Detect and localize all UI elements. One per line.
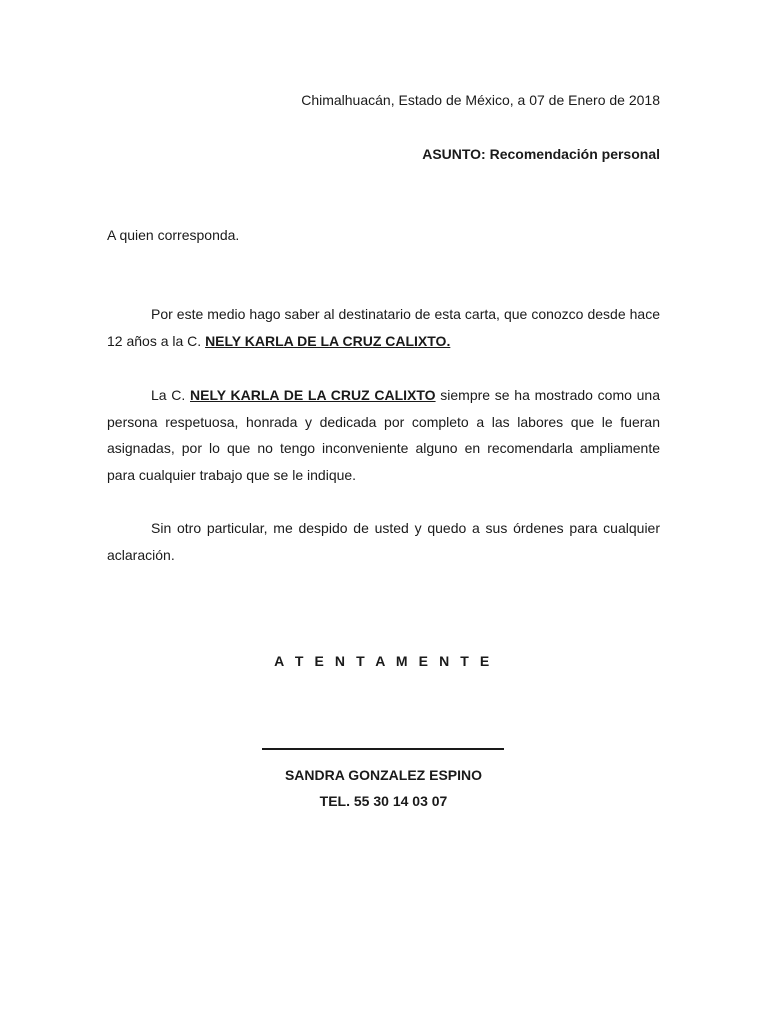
paragraph-intro: [107, 301, 660, 354]
paragraph-intro-text: Por este medio hago saber al destinatario de esta carta, que conozco desde hace 12 años a la C.: [107, 306, 660, 349]
signer-phone: TEL. 55 30 14 03 07: [319, 793, 448, 809]
greeting: A quien corresponda.: [107, 227, 240, 243]
subject-line: ASUNTO: Recomendación personal: [422, 146, 660, 162]
candidate-name: NELY KARLA DE LA CRUZ CALIXTO: [190, 387, 436, 403]
paragraph-character-text: siempre se ha mostrado como una persona respetuosa, honrada y dedicada por completo a las labores que le fueran asignadas, por lo que no tengo inconveniente alguno en recomendarla ampliamente para cualquier trabajo que se le indique.: [107, 387, 660, 483]
paragraph-character: [107, 382, 660, 488]
signature-line: [262, 748, 504, 750]
place-date: Chimalhuacán, Estado de México, a 07 de Enero de 2018: [301, 92, 660, 108]
closing-salutation: A T E N T A M E N T E: [274, 653, 493, 669]
candidate-name: NELY KARLA DE LA CRUZ CALIXTO.: [205, 332, 451, 349]
signer-name: SANDRA GONZALEZ ESPINO: [284, 767, 483, 783]
paragraph-character-prefix: La C.: [151, 387, 191, 403]
paragraph-farewell-text: Sin otro particular, me despido de usted y quedo a sus órdenes para cualquier aclaración.: [107, 520, 660, 563]
paragraph-farewell: [107, 515, 660, 568]
